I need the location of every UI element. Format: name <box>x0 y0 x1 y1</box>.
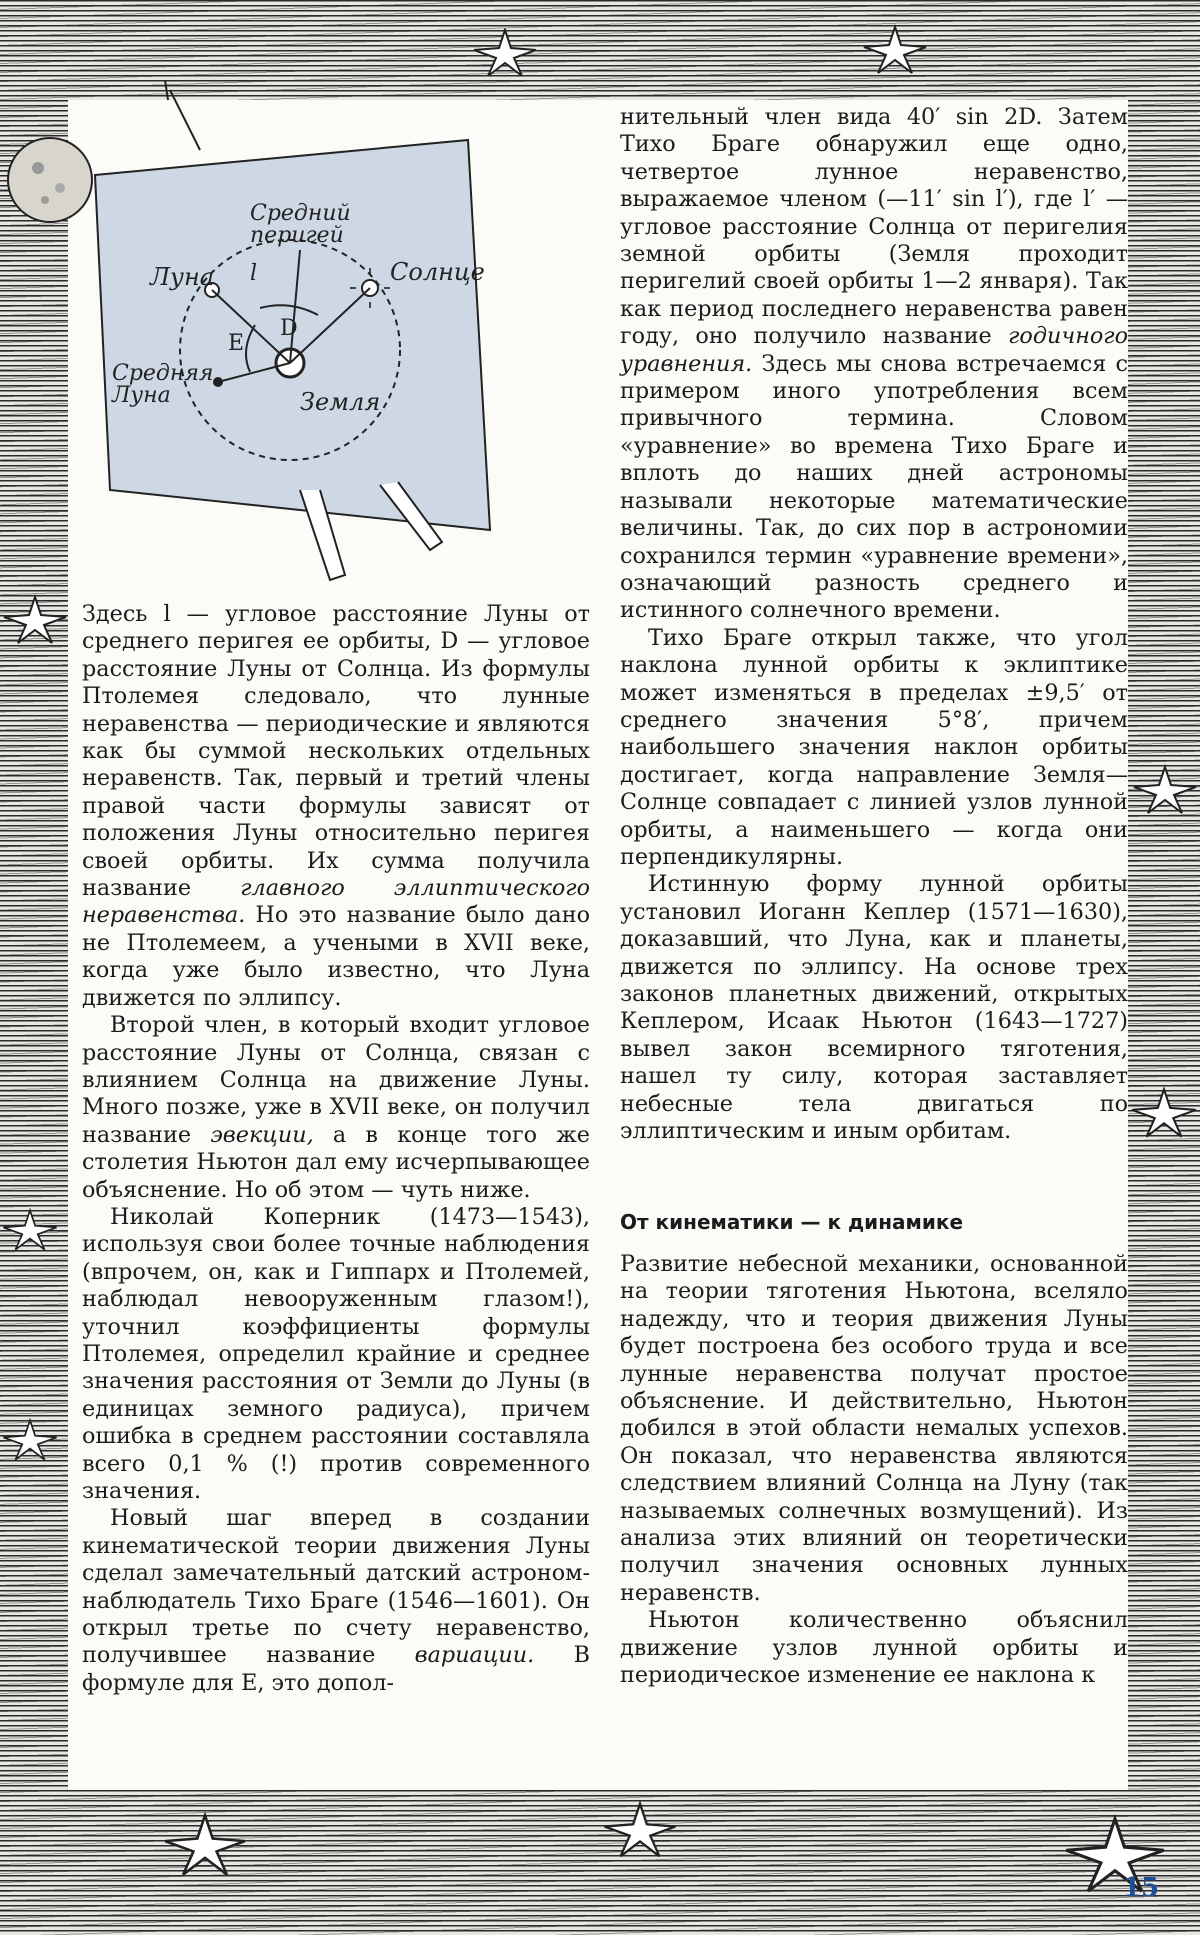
paragraph: Развитие небесной механики, основанной на теории тяготения Ньютона, вселяло надежду, что и теория движения Луны будет построена без особого труда и все лунные неравенства получат простое объяснение. И действительно, Ньютон добился в этой области немалых успехов. Он показал, что неравенства являются следствием влияний Солнца на Луну (так называемых солнечных возмущений). Из анализа этих влияний он теоретически получил значения основных лунных неравенств. <box>620 1251 1128 1606</box>
paragraph: Истинную форму лунной орбиты установил Иоганн Кеплер (1571—1630), доказавший, что Луна, как и планеты, движется по эллипсу. На основе трех законов планетных движений, открытых Кеплером, Исаак Ньютон (1643—1727) вывел закон всемирного тяготения, нашел ту силу, которая заставляет небесные тела двигаться по эллиптическим и иным орбитам. <box>620 871 1128 1145</box>
moon-character <box>8 138 92 222</box>
star-icon <box>0 1200 60 1260</box>
diagram-label-E: E <box>228 331 245 356</box>
paragraph: Ньютон количественно объяснил движение узлов лунной орбиты и периодическое изменение ее наклона к <box>620 1607 1128 1689</box>
diagram-label-perigee <box>250 201 351 248</box>
text-column-left <box>82 601 590 1697</box>
paragraph: Второй член, в который входит угловое расстояние Луны от Солнца, связан с влиянием Солнца на движение Луны. Много позже, уже в XVII веке, он получил название эвекции, а в конце того же столетия Ньютон дал ему исчерпывающее объяснение. Но об этом — чуть ниже. <box>82 1012 590 1203</box>
diagram-label-moon: Луна <box>150 263 215 291</box>
diagram-label-D: D <box>280 316 298 341</box>
text-column-right-section <box>620 1251 1128 1690</box>
star-icon <box>600 1800 680 1860</box>
section-heading: От кинематики — к динамике <box>620 1210 964 1234</box>
diagram-label-line: перигей <box>250 223 344 248</box>
diagram-label-earth: Земля <box>300 388 381 416</box>
star-icon <box>470 28 540 78</box>
star-icon <box>0 1410 60 1470</box>
star-icon <box>1128 1080 1200 1146</box>
paragraph: Здесь l — угловое расстояние Луны от среднего перигея ее орбиты, D — угловое расстояние Луны от Солнца. Из формулы Птолемея следовало, что лунные неравенства — периодические и являются как бы суммой нескольких отдельных неравенств. Так, первый и третий члены правой части формулы зависят от положения Луны относительно перигея своей орбиты. Их сумма получила название главного эллиптического неравенства. Но это название было дано не Птолемеем, а учеными в XVII веке, когда уже было известно, что Луна движется по эллипсу. <box>82 601 591 1011</box>
star-icon <box>1130 760 1200 820</box>
paragraph: Тихо Браге открыл также, что угол наклона лунной орбиты к эклиптике может изменяться в пределах ±9,5′ от среднего значения 5°8′, причем наибольшего значения наклон орбиты достигает, когда направление Земля—Солнце совпадает с линией узлов лунной орбиты, а наименьшего — когда они перпендикулярны. <box>620 624 1128 870</box>
paragraph: Новый шаг вперед в создании кинематической теории движения Луны сделал замечательный датский астроном-наблюдатель Тихо Браге (1546—1601). Он открыл третье по счету неравенство, получившее название вариации. В формуле для E, это допол- <box>82 1505 590 1696</box>
star-icon <box>160 1810 250 1880</box>
page-number: 15 <box>1122 1873 1160 1903</box>
diagram-label-line: Средняя <box>112 361 214 386</box>
star-icon <box>860 20 930 80</box>
paragraph: нительный член вида 40′ sin 2D. Затем Тихо Браге обнаружил еще одно, четвертое лунное неравенство, выражаемое членом (—11′ sin l′), где l′ — угловое расстояние Солнца от перигелия земной орбиты (Земля проходит перигелий своей орбиты 1—2 января). Так как период последнего неравенства равен году, оно получило название годичного уравнения. Здесь мы снова встречаемся с примером иного употребления всем привычного термина. Словом «уравнение» во времена Тихо Браге и вплоть до наших дней астрономы называли некоторые математические величины. Так, до сих пор в астрономии сохранился термин «уравнение времени», означающий разность среднего и истинного солнечного времени. <box>620 104 1128 624</box>
text-column-right <box>620 104 1128 1145</box>
paragraph: Николай Коперник (1473—1543), используя свои более точные наблюдения (впрочем, он, как и Гиппарх и Птолемей, наблюдал невооруженным глазом!), уточнил коэффициенты формулы Птолемея, определил крайние и среднее значения расстояния от Земли до Луны (в единицах земного радиуса), причем ошибка в среднем расстоянии составляла всего 0,1 % (!) против современного значения. <box>82 1203 590 1504</box>
diagram-label-l: l <box>250 261 258 286</box>
diagram-label-line: Луна <box>112 383 171 408</box>
lunar-diagram-illustration <box>0 80 600 600</box>
diagram-label-sun: Солнце <box>390 258 485 286</box>
diagram-label-line: Средний <box>250 201 351 226</box>
